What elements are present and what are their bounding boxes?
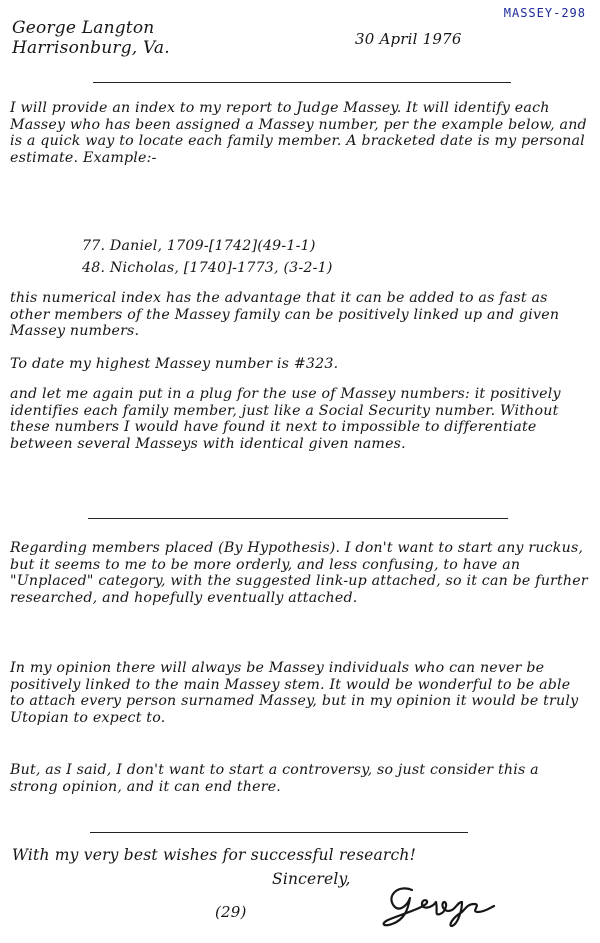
divider-line (90, 832, 468, 833)
handwritten-signature (378, 880, 498, 932)
divider-line (88, 518, 508, 519)
sign-off: Sincerely, (272, 870, 351, 888)
paragraph-opinion: In my opinion there will always be Massey individuals who can never be positively linked to the main Massey stem. It would be wonderful to be able to attach every person surnamed Massey, but in my opinion it would be truly Utopian to expect to. (10, 660, 579, 726)
example-entry-daniel: 77. Daniel, 1709-[1742](49-1-1) (82, 238, 316, 254)
paragraph-controversy: But, as I said, I don't want to start a controversy, so just consider this a strong opinion, and it can end there. (10, 762, 539, 795)
paragraph-advantage: this numerical index has the advantage that it can be added to as fast as other members of the Massey family can be positively linked up and given Massey numbers. (10, 290, 560, 340)
paragraph-intro: I will provide an index to my report to Judge Massey. It will identify each Massey who has been assigned a Massey number, per the example below, and is a quick way to locate each family member. A bracketed date is my personal estimate. Example:- (10, 100, 587, 166)
letter-date: 30 April 1976 (355, 30, 462, 48)
paragraph-highest-number: To date my highest Massey number is #323. (10, 356, 339, 372)
paragraph-regarding-members: Regarding members placed (By Hypothesis). I don't want to start any ruckus, but it seems to me to be more orderly, and less confusing, to have an "Unplaced" category, with the suggested link-up attached, so it can be further researched, and hopefully eventually attached. (10, 540, 588, 606)
example-entry-nicholas: 48. Nicholas, [1740]-1773, (3-2-1) (82, 260, 333, 276)
author-name: George Langton (12, 18, 155, 38)
author-block (12, 18, 170, 58)
paragraph-massey-numbers: and let me again put in a plug for the use of Massey numbers: it positively identifies each family member, just like a Social Security number. Without these numbers I would have found it next to impossible to differentiate between several Masseys with identical given names. (10, 386, 561, 452)
page-number: (29) (215, 903, 247, 921)
document-id-stamp: MASSEY-298 (503, 6, 586, 20)
author-location: Harrisonburg, Va. (12, 38, 170, 58)
divider-line (93, 82, 511, 83)
closing-line: With my very best wishes for successful research! (12, 846, 417, 864)
